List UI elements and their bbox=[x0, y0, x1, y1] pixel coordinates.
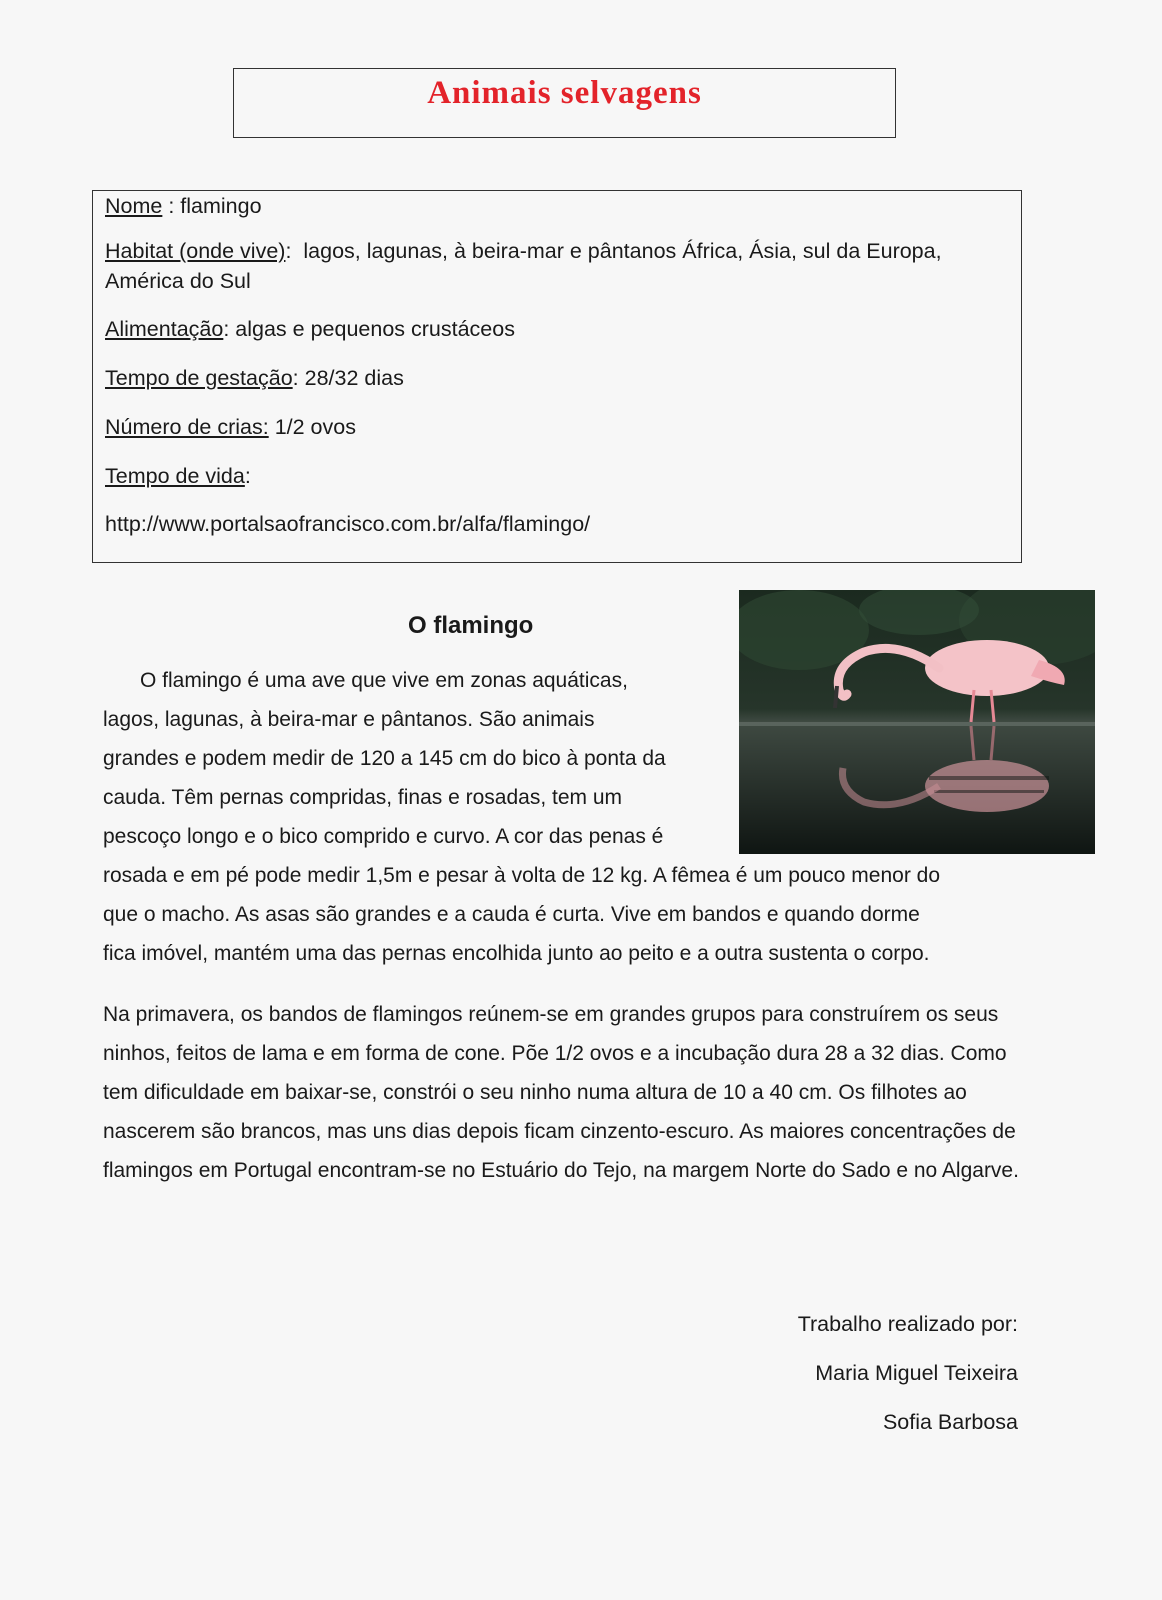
info-alimentacao: Alimentação: algas e pequenos crustáceos bbox=[105, 317, 515, 341]
crias-value: 1/2 ovos bbox=[274, 415, 356, 439]
page-title: Animais selvagens bbox=[427, 75, 702, 111]
source-url: http://www.portalsaofrancisco.com.br/alfa/flamingo/ bbox=[105, 512, 591, 536]
article-paragraph-2: Na primavera, os bandos de flamingos reúnem-se em grandes grupos para construírem os seus ninhos, feitos de lama e em forma de cone. Põe 1/2 ovos e a incubação dura 28 a 32 dias. Como tem dificuldade em baixar-se, constrói o seu ninho numa altura de 10 a 40 cm. Os filhotes ao nascerem são brancos, mas uns dias depois ficam cinzento-escuro. As maiores concentrações de flamingos em Portugal encontram-se no Estuário do Tejo, na margem Norte do Sado e no Algarve. bbox=[103, 1003, 1019, 1182]
paragraph-line: rosada e em pé pode medir 1,5m e pesar à volta de 12 kg. A fêmea é um pouco menor do bbox=[103, 864, 941, 887]
credits-label: Trabalho realizado por: bbox=[797, 1312, 1018, 1336]
info-box bbox=[92, 190, 1022, 563]
habitat-value: lagos, lagunas, à beira-mar e pântanos África, Ásia, sul da Europa, América do Sul bbox=[105, 239, 942, 293]
paragraph-line: pescoço longo e o bico comprido e curvo. A cor das penas é bbox=[103, 825, 664, 848]
gestacao-value: 28/32 dias bbox=[304, 366, 404, 390]
crias-label: Número de crias: bbox=[105, 415, 269, 439]
paragraph-line: que o macho. As asas são grandes e a cauda é curta. Vive em bandos e quando dorme bbox=[103, 903, 920, 926]
habitat-label: Habitat (onde vive) bbox=[105, 239, 286, 263]
nome-value: flamingo bbox=[180, 194, 262, 218]
author-1: Maria Miguel Teixeira bbox=[815, 1361, 1018, 1385]
gestacao-label: Tempo de gestação bbox=[105, 366, 293, 390]
article-title: O flamingo bbox=[408, 612, 534, 639]
info-crias bbox=[105, 412, 356, 442]
info-gestacao: Tempo de gestação: 28/32 dias bbox=[105, 366, 404, 390]
paragraph-line: lagos, lagunas, à beira-mar e pântanos. São animais bbox=[103, 708, 595, 731]
info-habitat: Habitat (onde vive): lagos, lagunas, à beira-mar e pântanos África, Ásia, sul da Europa, América do Sul bbox=[105, 239, 942, 293]
info-nome: Nome : flamingo bbox=[105, 194, 262, 218]
info-vida: Tempo de vida: bbox=[105, 464, 251, 488]
paragraph-line: fica imóvel, mantém uma das pernas encolhida junto ao peito e a outra sustenta o corpo. bbox=[103, 942, 930, 965]
title-box bbox=[233, 68, 896, 138]
author-2: Sofia Barbosa bbox=[882, 1410, 1018, 1434]
article-paragraph-1 bbox=[103, 661, 1033, 973]
credits bbox=[798, 1300, 1018, 1447]
paragraph-line: grandes e podem medir de 120 a 145 cm do bico à ponta da bbox=[103, 747, 666, 770]
alimentacao-value: algas e pequenos crustáceos bbox=[235, 317, 515, 341]
alimentacao-label: Alimentação bbox=[105, 317, 224, 341]
nome-label: Nome bbox=[105, 194, 163, 218]
paragraph-line: O flamingo é uma ave que vive em zonas aquáticas, bbox=[140, 669, 628, 692]
vida-label: Tempo de vida bbox=[105, 464, 245, 488]
paragraph-line: cauda. Têm pernas compridas, finas e rosadas, tem um bbox=[103, 786, 623, 809]
